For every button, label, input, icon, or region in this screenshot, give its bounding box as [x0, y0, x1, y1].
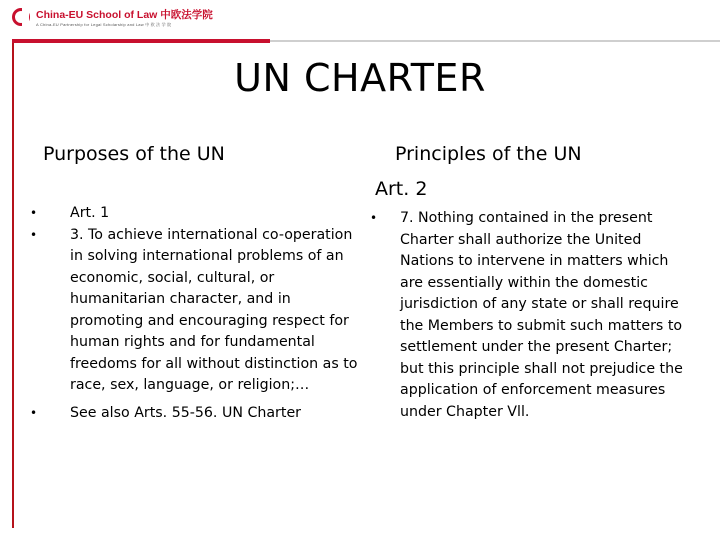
- logo-title: China-EU School of Law 中欧法学院: [36, 9, 213, 21]
- article-2-subheading: Art. 2: [375, 178, 428, 200]
- list-item: [30, 403, 360, 425]
- slide-title: UN CHARTER: [234, 56, 486, 100]
- bullet-icon: •: [30, 227, 38, 242]
- principles-bullet-list: [370, 208, 690, 423]
- bullet-text: See also Arts. 55-56. UN Charter: [70, 404, 302, 421]
- header-divider-gray: [270, 40, 720, 42]
- china-eu-school-of-law-logo-icon: [12, 8, 30, 26]
- list-item: [30, 203, 360, 225]
- bullet-icon: •: [370, 211, 378, 225]
- purposes-heading: Purposes of the UN: [43, 143, 225, 165]
- header-divider-red: [12, 39, 270, 43]
- logo-subtitle: A China-EU Partnership for Legal Scholarship and Law 中 欧 法 学 院: [36, 22, 172, 27]
- purposes-bullet-list: [30, 203, 360, 424]
- list-item: [30, 225, 360, 397]
- bullet-text: 7. Nothing contained in the present Charter shall authorize the United Nations to intervene in matters which are essentially within the domestic jurisdiction of any state or shall require the Members to submit such matters to settlement under the present Charter; but this principle shall not prejudice the application of enforcement measures under Chapter Vll.: [400, 210, 683, 420]
- bullet-icon: •: [30, 405, 38, 420]
- list-item: [370, 208, 690, 423]
- principles-heading: Principles of the UN: [395, 143, 582, 165]
- bullet-icon: •: [30, 206, 38, 220]
- bullet-text: Art. 1: [70, 205, 110, 221]
- bullet-text: 3. To achieve international co-operation in solving international problems of an economic, social, cultural, or humanitarian character, and in promoting and encouraging respect for human rights and for fundamental freedoms for all without distinction as to race, sex, language, or religion;…: [70, 226, 358, 393]
- left-vertical-rule: [12, 43, 14, 528]
